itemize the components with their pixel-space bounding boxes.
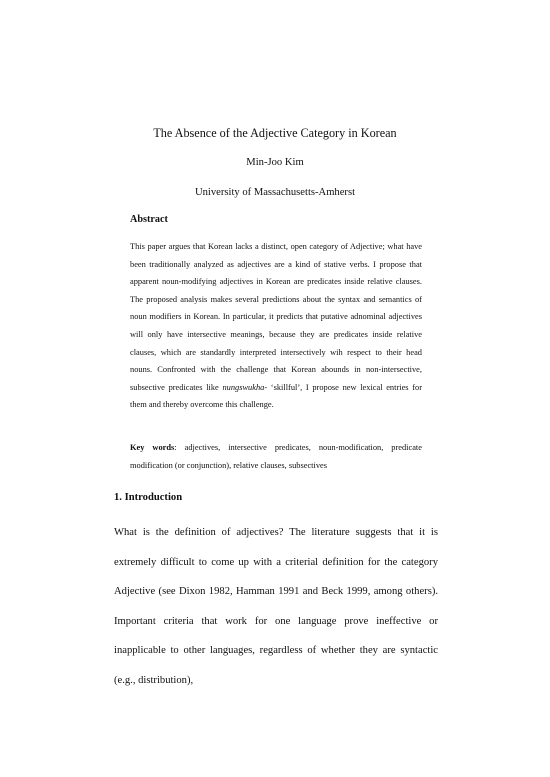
author-affiliation: University of Massachusetts-Amherst	[194, 187, 356, 198]
keywords-text: : adjectives, intersective predicates, noun-modification, predicate modification (or conjunction), relative clauses, subsectives	[130, 443, 422, 470]
keywords-label: Key words	[130, 443, 175, 452]
author-name: Min-Joo Kim	[246, 157, 304, 168]
abstract-italic-term: nungswukha-	[222, 382, 268, 392]
keywords-paragraph	[130, 439, 422, 474]
section-heading: 1. Introduction	[114, 492, 183, 503]
paper-title: The Absence of the Adjective Category in Korean	[153, 126, 397, 140]
abstract-text-part1: This paper argues that Korean lacks a distinct, open category of Adjective; what have been traditionally analyzed as adjectives are a kind of stative verbs. I propose that apparent noun-modifying adjectives in Korean are predicates inside relative clauses. The proposed analysis makes several predictions about the syntax and semantics of noun modifiers in Korean. In particular, it predicts that putative adnominal adjectives will only have intersective meanings, because they are predicates inside relative clauses, which are standardly interpreted intersectively wih respect to their head nouns. Confronted with the challenge that Korean abounds in non-intersective, subsective predicates like	[130, 242, 422, 392]
abstract-body	[130, 238, 422, 414]
abstract-heading: Abstract	[130, 214, 168, 225]
introduction-paragraph: What is the definition of adjectives? The literature suggests that it is extremely difficult to come up with a criterial definition for the category Adjective (see Dixon 1982, Hamman 1991 and Beck 1999, among others). Important criteria that work for one language prove ineffective or inapplicable to other languages, regardless of whether they are syntactic (e.g., distribution),	[114, 527, 438, 686]
abstract-text-part2: ‘skillful’, I propose new lexical entries for them and thereby overcome this challenge.	[130, 382, 422, 410]
